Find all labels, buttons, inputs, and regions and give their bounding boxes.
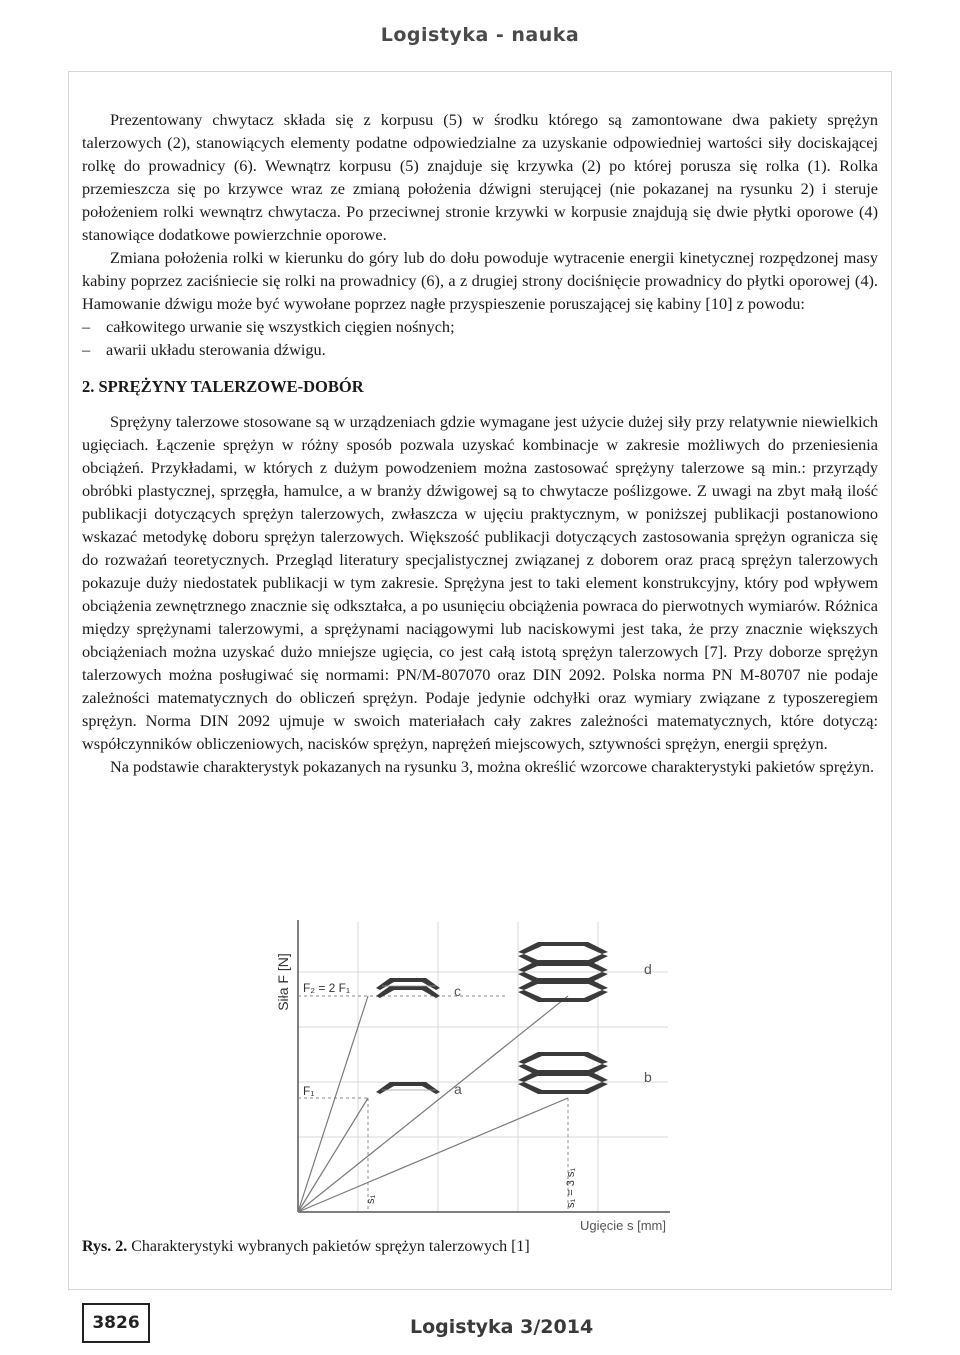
- running-header: Logistyka - nauka: [380, 24, 580, 46]
- figure-svg: [258, 912, 678, 1240]
- grid-lines: [298, 922, 668, 1212]
- y-axis-label: Siła F [N]: [275, 953, 291, 1011]
- spring-stack-c: [376, 978, 440, 998]
- curve-label-c: c: [454, 983, 461, 999]
- list-item-text: całkowitego urwanie się wszystkich cięgien nośnych;: [106, 317, 455, 336]
- paragraph-2: Zmiana położenia rolki w kierunku do góry lub do dołu powoduje wytracenie energii kinetycznej rozpędzonej masy kabiny poprzez zaciśniecie się rolki na prowadnicy (6), a z drugiej strony dociśnięcie prowadnicy do płytki oporowej (4). Hamowanie dźwigu może być wywołane poprzez nagłe przyspieszenie poruszającej się kabiny [10] z powodu:: [82, 248, 878, 313]
- list-dash: –: [82, 340, 91, 359]
- page-number: 3826: [82, 1303, 150, 1343]
- characteristic-lines: [298, 996, 568, 1212]
- line-b: [298, 1098, 568, 1212]
- caption-prefix: Rys. 2.: [82, 1238, 128, 1255]
- paragraph-3: Sprężyny talerzowe stosowane są w urządzeniach gdzie wymagane jest użycie dużej siły przy relatywnie niewielkich ugięciach. Łączenie sprężyn w różny sposób pozwala uzyskać kombinacje w zakresie możliwych do przeniesienia obciążeń. Przykładami, w których z dużym powodzeniem można zastosować sprężyny talerzowe są min.: przyrządy obróbki plastycznej, sprzęgła, hamulce, a w branży dźwigowej są to chwytacze poślizgowe. Z uwagi na zbyt małą ilość publikacji dotyczących sprężyn talerzowych, zwłaszcza w ujęciu praktycznym, w poniższej publikacji postanowiono wskazać metodykę doboru sprężyn talerzowych. Większość publikacji dotyczących zastosowania sprężyn ogranicza się do rozważań teoretycznych. Przegląd literatury specjalistycznej związanej z doborem oraz pracą sprężyn talerzowych pokazuje duży niedostatek publikacji w tym zakresie. Sprężyna jest to taki element konstrukcyjny, który pod wpływem obciążenia zewnętrznego znacznie się odkształca, a po usunięciu obciążenia powraca do pierwotnych wymiarów. Różnica między sprężynami talerzowymi, a sprężynami naciągowymi lub naciskowymi jest taka, że przy znacznie większych obciążeniach można uzyskać dużo mniejsze ugięcia, co jest całą istotą sprężyn talerzowych [7]. Przy doborze sprężyn talerzowych można posługiwać się normami: PN/M-807070 oraz DIN 2092. Polska norma PN M-80707 nie podaje zależności matematycznych do obliczeń sprężyn. Podaje jedynie odchyłki oraz wymiary związane z typoszeregiem sprężyn. Norma DIN 2092 ujmuje w swoich materiałach cały zakres zależności matematycznych, które dotyczą: współczynników obliczeniowych, nacisków sprężyn, naprężeń miejscowych, sztywności sprężyn, energii sprężyn.: [82, 412, 878, 753]
- curve-label-d: d: [644, 961, 652, 977]
- spring-stack-b: [518, 1052, 608, 1094]
- list-dash: –: [82, 317, 91, 336]
- list-item: [82, 315, 878, 338]
- paragraph-4: Na podstawie charakterystyk pokazanych na rysunku 3, można określić wzorcowe charakterystyki pakietów sprężyn.: [110, 757, 875, 776]
- spring-stack-a: [376, 1082, 440, 1094]
- section-heading: 2. SPRĘŻYNY TALERZOWE-DOBÓR: [82, 377, 364, 396]
- figure-caption: [82, 1238, 530, 1256]
- article-body: [82, 108, 878, 778]
- paragraph-1: Prezentowany chwytacz składa się z korpusu (5) w środku którego są zamontowane dwa pakiety sprężyn talerzowych (2), stanowiących elementy podatne odpowiedzialne za uzyskanie odpowiedniej wartości siły dociskającej rolkę do prowadnicy (6). Wewnątrz korpusu (5) znajduje się krzywka (2) po której porusza się rolka (1). Rolka przemieszcza się po krzywce wraz ze zmianą położenia dźwigni sterującej (nie pokazanej na rysunku 2) i steruje położeniem rolki wewnątrz chwytacza. Po przeciwnej stronie krzywki w korpusie znajdują się dwie płytki oporowe (4) stanowiące dodatkowe powierzchnie oporowe.: [82, 110, 878, 244]
- journal-footer: Logistyka 3/2014: [410, 1316, 594, 1338]
- s3-label: s₁ = 3 s₁: [565, 1167, 577, 1208]
- list-item: [82, 338, 878, 361]
- x-axis-label: Ugięcie s [mm]: [580, 1218, 666, 1233]
- curve-label-a: a: [454, 1081, 462, 1097]
- s1-label: s₁: [365, 1194, 377, 1204]
- spring-characteristics-figure: [258, 912, 678, 1240]
- line-d: [298, 996, 568, 1212]
- f2-label: F₂ = 2 F₁: [303, 981, 351, 995]
- caption-text: Charakterystyki wybranych pakietów sprężyn talerzowych [1]: [127, 1238, 530, 1255]
- curve-label-b: b: [644, 1069, 652, 1085]
- list-item-text: awarii układu sterowania dźwigu.: [106, 340, 326, 359]
- f1-label: F₁: [303, 1084, 315, 1098]
